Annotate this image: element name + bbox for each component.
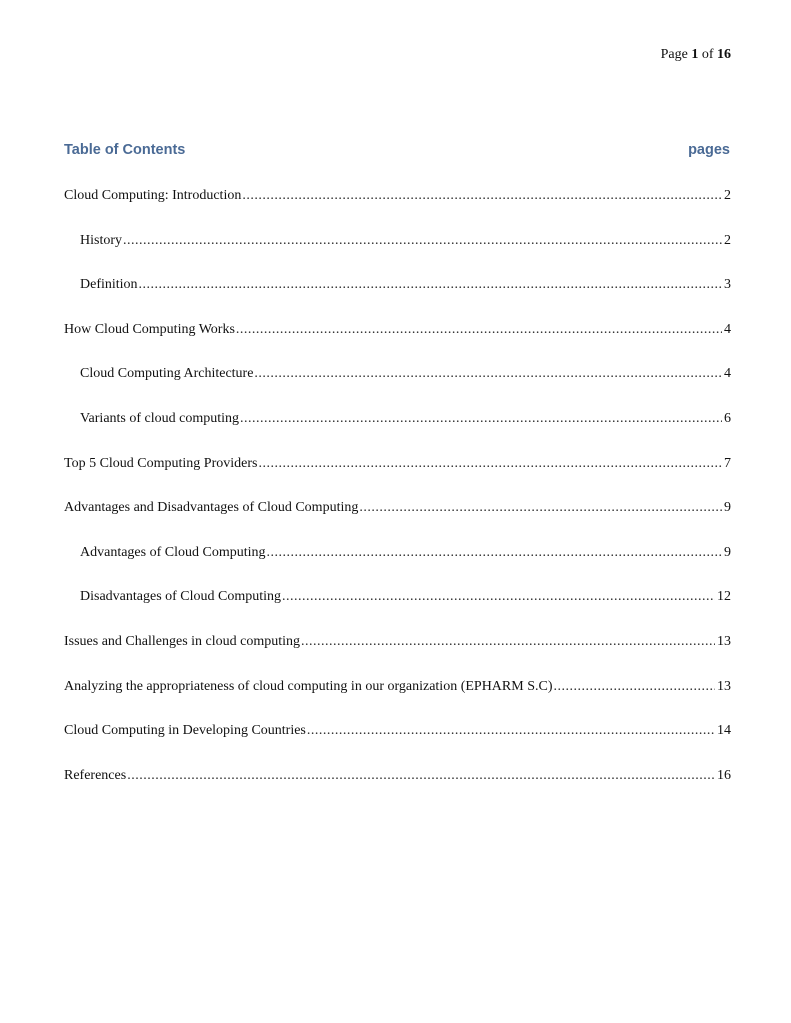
toc-entry-page: 13 xyxy=(717,678,731,694)
toc-entry[interactable] xyxy=(64,766,731,811)
total-pages: 16 xyxy=(717,47,731,62)
dot-leader xyxy=(236,320,722,340)
toc-entry-page: 9 xyxy=(724,544,731,560)
toc-title: Table of Contents xyxy=(64,142,186,158)
toc-entry[interactable] xyxy=(64,320,731,365)
toc-entry-title: Cloud Computing Architecture xyxy=(80,366,254,382)
dot-leader xyxy=(254,364,722,384)
of-label: of xyxy=(701,47,714,62)
current-page: 1 xyxy=(691,47,699,62)
toc-entry-title: Disadvantages of Cloud Computing xyxy=(80,589,282,605)
toc-entry[interactable] xyxy=(64,543,731,588)
dot-leader xyxy=(267,543,723,563)
toc-entry-page: 14 xyxy=(717,723,731,739)
toc-entry-title: Cloud Computing in Developing Countries xyxy=(64,723,306,739)
toc-entry[interactable] xyxy=(64,275,731,320)
dot-leader xyxy=(554,677,716,697)
dot-leader xyxy=(307,721,715,741)
toc-entry-page: 4 xyxy=(724,366,731,382)
toc-entry[interactable] xyxy=(64,454,731,499)
toc-entry-page: 4 xyxy=(724,321,731,337)
toc-entry-title: Cloud Computing: Introduction xyxy=(64,188,242,203)
dot-leader xyxy=(359,498,722,518)
toc-entry[interactable] xyxy=(64,498,731,543)
toc-entry-title: How Cloud Computing Works xyxy=(64,321,235,337)
toc-entry-page: 16 xyxy=(717,767,731,783)
toc-entry-title: Advantages of Cloud Computing xyxy=(80,544,266,560)
dot-leader xyxy=(240,409,722,429)
toc-entry-page: 6 xyxy=(724,410,731,426)
toc-entry-page: 3 xyxy=(724,277,731,293)
toc-entry[interactable] xyxy=(64,677,731,722)
toc-entry-page: 2 xyxy=(724,232,731,248)
toc-entry[interactable] xyxy=(64,587,731,632)
toc-entry-title: Variants of cloud computing xyxy=(80,410,240,426)
dot-leader xyxy=(242,186,722,206)
toc-entry-page: 13 xyxy=(717,633,731,649)
pages-label: pages xyxy=(688,142,730,158)
toc-entry-page: 9 xyxy=(724,500,731,516)
toc-entry-page: 2 xyxy=(724,188,731,203)
dot-leader xyxy=(139,275,722,295)
dot-leader xyxy=(123,231,722,251)
toc-entry[interactable] xyxy=(64,186,731,231)
toc-entry[interactable] xyxy=(64,231,731,276)
toc-entry-title: Analyzing the appropriateness of cloud computing in our organization (EPHARM S.C) xyxy=(64,678,553,694)
page-number xyxy=(661,47,731,63)
toc-heading xyxy=(64,142,730,158)
toc-entry-title: Top 5 Cloud Computing Providers xyxy=(64,455,258,471)
dot-leader xyxy=(282,587,715,607)
dot-leader xyxy=(127,766,715,786)
toc-entry-title: Advantages and Disadvantages of Cloud Computing xyxy=(64,500,359,516)
toc-entry-page: 12 xyxy=(717,589,731,605)
dot-leader xyxy=(258,454,722,474)
toc-entry[interactable] xyxy=(64,364,731,409)
toc-entry-page: 7 xyxy=(724,455,731,471)
toc-entry[interactable] xyxy=(64,632,731,677)
toc-entry-title: Issues and Challenges in cloud computing xyxy=(64,633,301,649)
toc-entry-title: Definition xyxy=(80,277,138,293)
toc-entry-title: History xyxy=(80,232,122,248)
toc-entry-title: References xyxy=(64,767,127,783)
toc-entry[interactable] xyxy=(64,721,731,766)
toc-list xyxy=(64,186,731,810)
page-label: Page xyxy=(660,47,688,62)
dot-leader xyxy=(301,632,715,652)
toc-entry[interactable] xyxy=(64,409,731,454)
